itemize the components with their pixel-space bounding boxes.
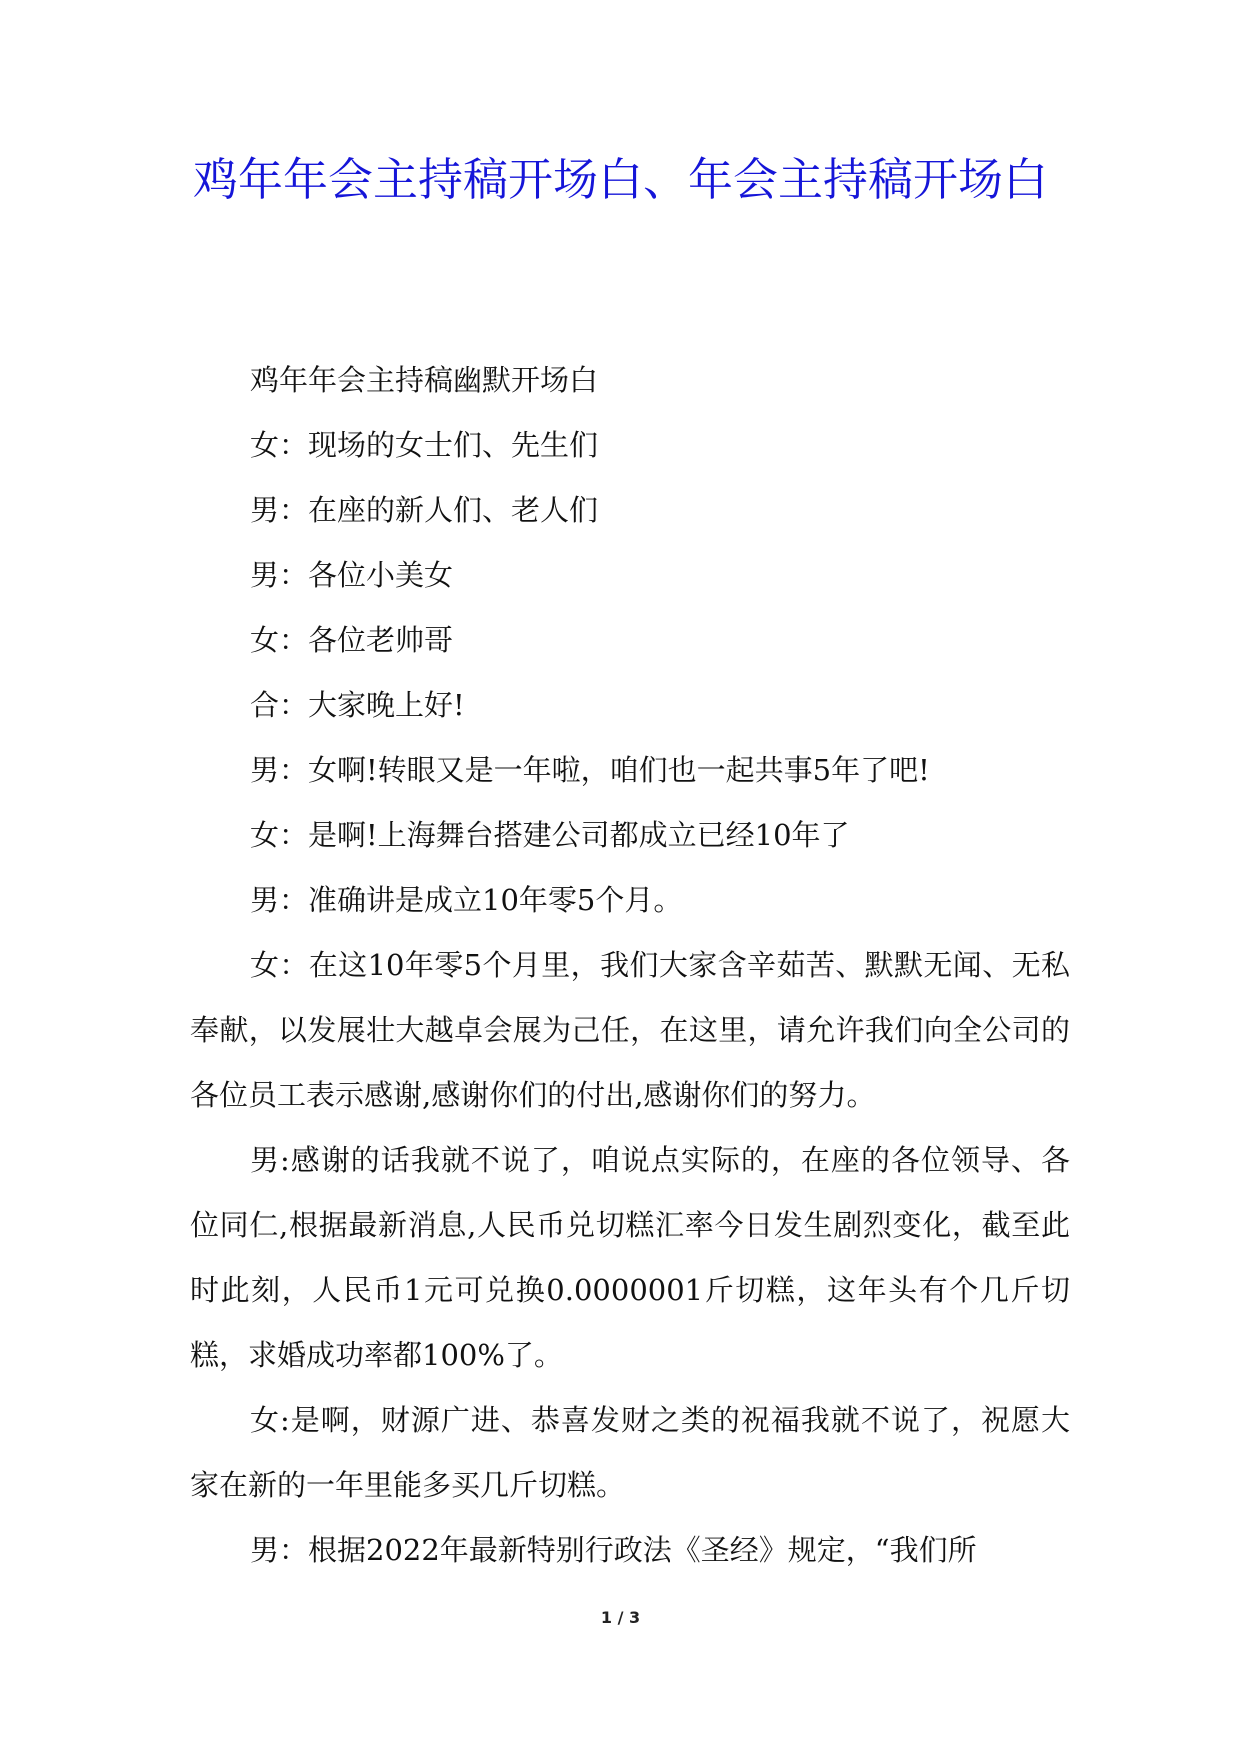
paragraph: 男：在座的新人们、老人们 [250, 493, 599, 527]
paragraph: 女：现场的女士们、先生们 [250, 428, 599, 462]
paragraph: 男：各位小美女 [250, 558, 454, 592]
paragraph: 女:是啊，财源广进、恭喜发财之类的祝福我就不说了，祝愿大家在新的一年里能多买几斤切糕。 [190, 1403, 1070, 1502]
paragraph: 女：是啊!上海舞台搭建公司都成立已经10年了 [250, 818, 850, 852]
document-body [190, 348, 1070, 1583]
paragraph: 女：各位老帅哥 [250, 623, 454, 657]
document-title: 鸡年年会主持稿开场白、年会主持稿开场白 [192, 153, 1048, 206]
paragraph: 男：准确讲是成立10年零5个月。 [250, 883, 683, 917]
paragraph: 男：女啊!转眼又是一年啦，咱们也一起共事5年了吧! [250, 753, 930, 787]
paragraph: 女：在这10年零5个月里，我们大家含辛茹苦、默默无闻、无私奉献，以发展壮大越卓会展为己任，在这里，请允许我们向全公司的各位员工表示感谢,感谢你们的付出,感谢你们的努力。 [190, 948, 1070, 1112]
page-indicator: 1 / 3 [600, 1608, 641, 1627]
paragraph: 鸡年年会主持稿幽默开场白 [250, 363, 599, 397]
paragraph: 合：大家晚上好! [250, 688, 465, 722]
paragraph: 男:感谢的话我就不说了，咱说点实际的，在座的各位领导、各位同仁,根据最新消息,人民币兑切糕汇率今日发生剧烈变化，截至此时此刻，人民币1元可兑换0.0000001斤切糕，这年头有个几斤切糕，求婚成功率都100%了。 [190, 1143, 1070, 1372]
paragraph: 男：根据2022年最新特别行政法《圣经》规定，“我们所 [250, 1533, 977, 1567]
